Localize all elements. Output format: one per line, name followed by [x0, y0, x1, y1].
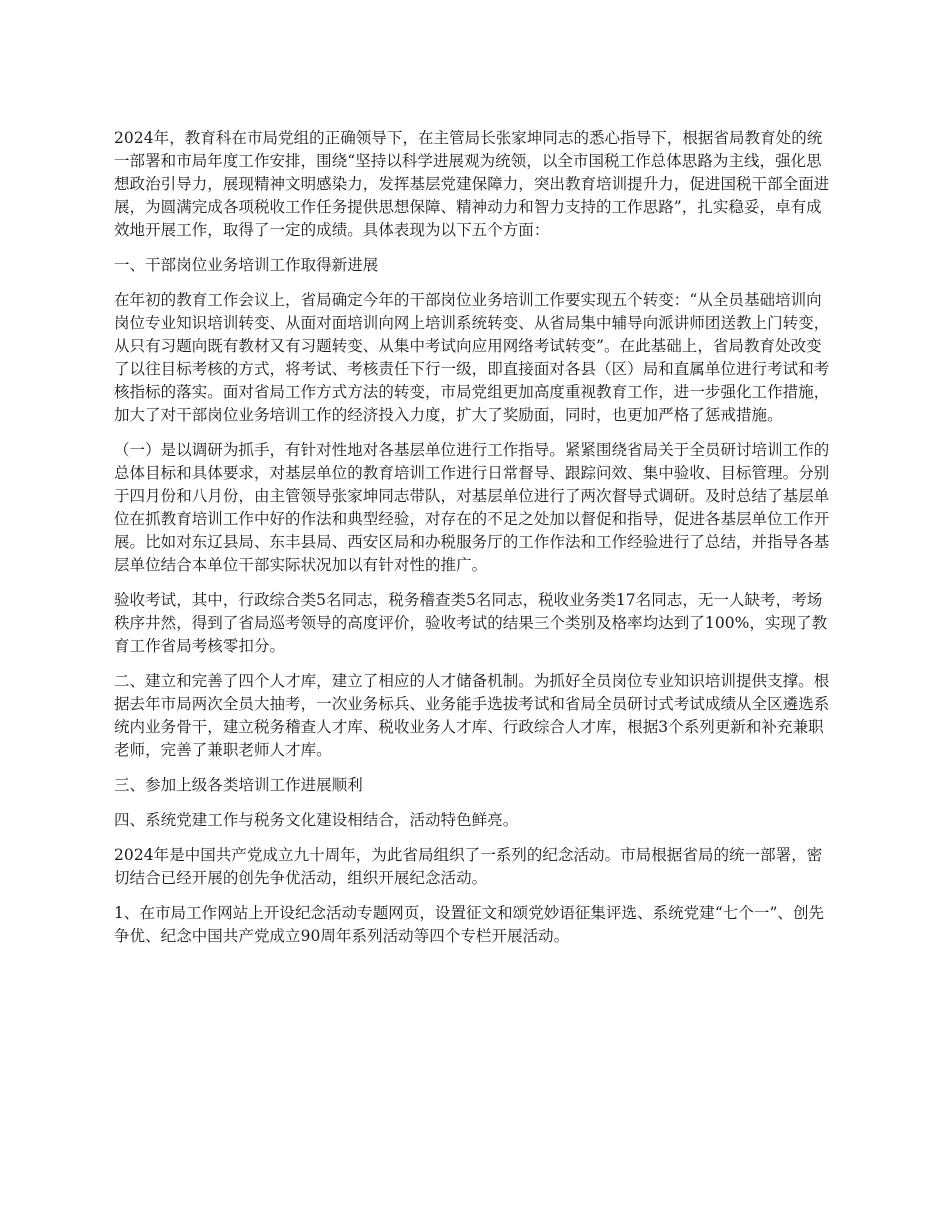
section-heading-1: 一、干部岗位业务培训工作取得新进展: [114, 256, 379, 274]
document-body: [114, 127, 836, 960]
section-talent-pools: 二、建立和完善了四个人才库，建立了相应的人才储备机制。为抓好全员岗位专业知识培训提供支撑。根据去年市局两次全员大抽考，一次业务标兵、业务能手选拔考试和省局全员研讨式考试成绩从全区遴选系统内业务骨干，建立税务稽查人才库、税收业务人才库、行政综合人才库，根据3个系列更新和补充兼职老师，完善了兼职老师人才库。: [114, 672, 830, 759]
paragraph-acceptance-exam: 验收考试，其中，行政综合类5名同志，税务稽查类5名同志，税收业务类17名同志，无一人缺考，考场秩序井然，得到了省局巡考领导的高度评价，验收考试的结果三个类别及格率均达到了100%，实现了教育工作省局考核零扣分。: [114, 591, 828, 655]
paragraph-anniversary: 2024年是中国共产党成立九十周年，为此省局组织了一系列的纪念活动。市局根据省局的统一部署，密切结合已经开展的创先争优活动，组织开展纪念活动。: [114, 846, 823, 887]
paragraph-research-guidance: （一）是以调研为抓手，有针对性地对各基层单位进行工作指导。紧紧围绕省局关于全员研讨培训工作的总体目标和具体要求，对基层单位的教育培训工作进行日常督导、跟踪问效、集中验收、目标管理。分别于四月份和八月份，由主管领导张家坤同志带队，对基层单位进行了两次督导式调研。及时总结了基层单位在抓教育培训工作中好的作法和典型经验，对存在的不足之处加以督促和指导，促进各基层单位工作开展。比如对东辽县局、东丰县局、西安区局和办税服务厅的工作作法和工作经验进行了总结，并指导各基层单位结合本单位干部实际状况加以有针对性的推广。: [114, 441, 830, 574]
intro-paragraph: 2024年，教育科在市局党组的正确领导下，在主管局长张家坤同志的悉心指导下，根据省局教育处的统一部署和市局年度工作安排，围绕“坚持以科学进展观为统领，以全市国税工作总体思路为主线，强化思想政治引导力，展现精神文明感染力，发挥基层党建保障力，突出教育培训提升力，促进国税干部全面进展，为圆满完成各项税收工作任务提供思想保障、精神动力和智力支持的工作思路”，扎实稳妥，卓有成效地开展工作，取得了一定的成绩。具体表现为以下五个方面：: [114, 129, 830, 239]
paragraph-training-transformation: 在年初的教育工作会议上，省局确定今年的干部岗位业务培训工作要实现五个转变：“从全员基础培训向岗位专业知识培训转变、从面对面培训向网上培训系统转变、从省局集中辅导向派讲师团送教上门转变，从只有习题向既有教材又有习题转变、从集中考试向应用网络考试转变”。在此基础上，省局教育处改变了以往目标考核的方式，将考试、考核责任下行一级，即直接面对各县（区）局和直属单位进行考试和考核指标的落实。面对省局工作方式方法的转变，市局党组更加高度重视教育工作，进一步强化工作措施，加大了对干部岗位业务培训工作的经济投入力度，扩大了奖励面，同时，也更加严格了惩戒措施。: [114, 291, 830, 424]
paragraph-website-activities: 1、在市局工作网站上开设纪念活动专题网页，设置征文和颂党妙语征集评选、系统党建“七个一”、创先争优、纪念中国共产党成立90周年系列活动等四个专栏开展活动。: [114, 904, 825, 945]
section-heading-4: 四、系统党建工作与税务文化建设相结合，活动特色鲜亮。: [114, 811, 519, 829]
section-heading-3: 三、参加上级各类培训工作进展顺利: [114, 776, 363, 794]
